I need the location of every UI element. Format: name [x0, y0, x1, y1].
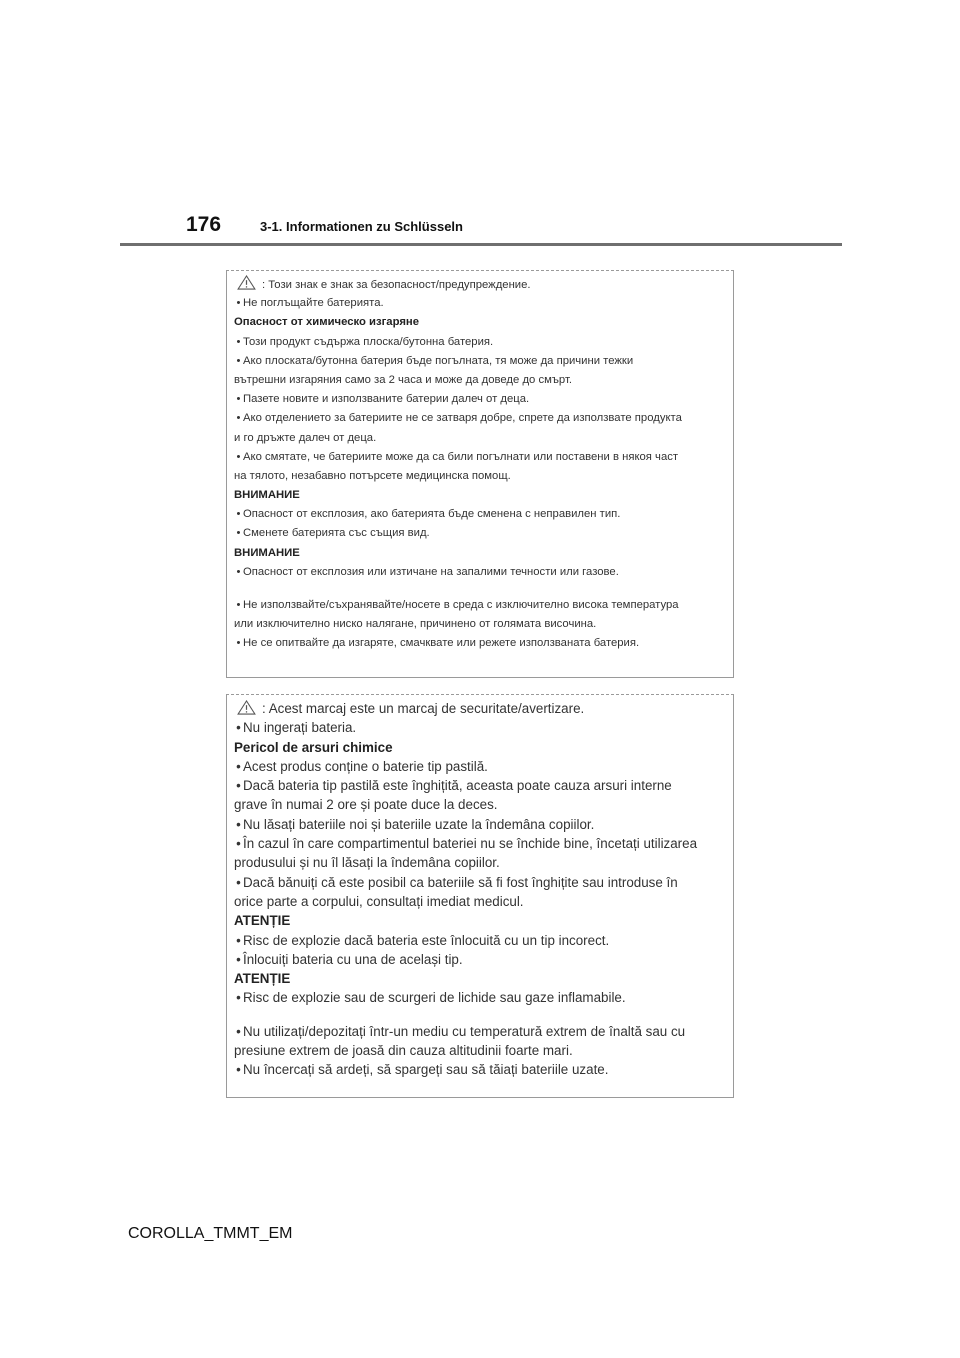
bullet-icon: • — [236, 354, 241, 367]
bullet-icon: • — [236, 527, 241, 540]
warning-line — [234, 892, 733, 911]
bullet-icon: • — [236, 874, 241, 890]
warning-line — [234, 776, 733, 795]
warning-line-text: Risc de explozie sau de scurgeri de lichide sau gaze inflamabile. — [243, 990, 626, 1006]
warning-line — [234, 1060, 733, 1079]
warning-line — [234, 467, 733, 486]
bullet-icon: • — [236, 990, 241, 1006]
warning-line — [234, 853, 733, 872]
warning-line-text: Този продукт съдържа плоска/бутонна батерия. — [243, 335, 494, 348]
warning-line — [234, 634, 733, 653]
warning-line — [234, 795, 733, 814]
warning-line — [234, 615, 733, 634]
warning-line-text: produsului și nu îl lăsați la îndemâna copiilor. — [234, 855, 500, 871]
bullet-icon: • — [236, 951, 241, 967]
warning-line-text: и го дръжте далеч от деца. — [234, 431, 377, 444]
warning-line-text: Nu lăsați bateriile noi și bateriile uzate la îndemâna copiilor. — [243, 816, 595, 832]
warning-line-text: Опасност от експлозия, ако батерията бъде сменена с неправилен тип. — [243, 508, 621, 521]
warning-line-text: или изключително ниско налягане, причинено от голямата височина. — [234, 618, 597, 631]
warning-line-text: ATENȚIE — [234, 913, 291, 929]
warning-line — [234, 596, 733, 615]
warning-line — [234, 563, 733, 582]
bullet-icon: • — [236, 450, 241, 463]
warning-line — [234, 834, 733, 853]
symbol-note-text: : Acest marcaj este un marcaj de securitate/avertizare. — [262, 701, 585, 716]
warning-line-text: вътрешни изгаряния само за 2 часа и може да доведе до смърт. — [234, 373, 573, 386]
bullet-icon: • — [236, 637, 241, 650]
warning-line-text: Не използвайте/съхранявайте/носете в среда с изключително висока температура — [243, 599, 679, 611]
warning-line — [234, 371, 733, 390]
bullet-icon: • — [236, 1023, 241, 1039]
warning-heading — [234, 911, 733, 930]
warning-box-romanian — [226, 694, 734, 1098]
warning-line — [234, 505, 733, 524]
warning-heading — [234, 486, 733, 505]
bullet-icon: • — [236, 1062, 241, 1078]
warning-line — [234, 1041, 733, 1060]
warning-line-text: ВНИМАНИЕ — [234, 546, 300, 559]
bullet-icon: • — [236, 508, 241, 521]
warning-box-bulgarian — [226, 270, 734, 678]
warning-line-text: Ако отделението за батериите не се затваря добре, спрете да използвате продукта — [243, 412, 682, 425]
warning-heading — [234, 738, 733, 757]
warning-line-text: Ако плоската/бутонна батерия бъде погълната, тя може да причини тежки — [243, 354, 634, 367]
page-number: 176 — [186, 213, 222, 236]
warning-line — [234, 950, 733, 969]
symbol-note — [234, 699, 733, 718]
bullet-icon: • — [236, 836, 241, 852]
warning-line — [234, 1022, 733, 1041]
warning-triangle-icon — [237, 700, 256, 715]
warning-line — [234, 448, 733, 467]
warning-line-text: Acest produs conține o baterie tip pastilă. — [243, 758, 488, 774]
warning-lines — [234, 718, 733, 1079]
warning-heading — [234, 969, 733, 988]
warning-line — [234, 815, 733, 834]
warning-line-text: Опасност от експлозия или изтичане на запалими течности или газове. — [243, 565, 619, 578]
warning-heading — [234, 313, 733, 332]
warning-line-text: Сменете батерията със същия вид. — [243, 527, 430, 540]
symbol-note — [234, 275, 733, 294]
bullet-icon: • — [236, 778, 241, 794]
warning-line-text: Risc de explozie dacă bateria este înlocuită cu un tip incorect. — [243, 932, 610, 948]
warning-line — [234, 718, 733, 737]
warning-line-text: Опасност от химическо изгаряне — [234, 316, 420, 329]
bullet-icon: • — [236, 335, 241, 348]
bullet-icon: • — [236, 758, 241, 774]
bullet-icon: • — [236, 932, 241, 948]
warning-heading — [234, 544, 733, 563]
warning-triangle-icon — [237, 275, 256, 290]
bullet-icon: • — [236, 297, 241, 310]
bullet-icon: • — [236, 816, 241, 832]
warning-line — [234, 873, 733, 892]
warning-line — [234, 757, 733, 776]
warning-line — [234, 409, 733, 428]
section-title: 3-1. Informationen zu Schlüsseln — [260, 219, 463, 234]
warning-line — [234, 352, 733, 371]
warning-line-text: Не поглъщайте батерията. — [243, 297, 384, 310]
bullet-icon: • — [236, 565, 241, 578]
warning-line-text: Nu ingerați bateria. — [243, 720, 357, 736]
warning-line-text: Înlocuiți bateria cu una de același tip. — [243, 951, 463, 967]
bullet-icon: • — [236, 393, 241, 406]
warning-line-text: Dacă bateria tip pastilă este înghițită, aceasta poate cauza arsuri interne — [243, 778, 672, 794]
warning-line-text: ВНИМАНИЕ — [234, 489, 300, 502]
warning-line-text: Пазете новите и използваните батерии далеч от деца. — [243, 393, 530, 406]
bullet-icon: • — [236, 412, 241, 425]
warning-line-text: grave în numai 2 ore și poate duce la deces. — [234, 797, 498, 813]
warning-line-text: Nu încercați să ardeți, să spargeți sau să tăiați bateriile uzate. — [243, 1062, 609, 1078]
warning-line-text: Pericol de arsuri chimice — [234, 739, 393, 755]
warning-lines — [234, 294, 733, 653]
header-rule — [120, 243, 842, 246]
warning-line-text: Ако смятате, че батериите може да са били погълнати или поставени в някоя част — [243, 450, 679, 463]
warning-line-text: Не се опитвайте да изгаряте, смачквате или режете използваната батерия. — [243, 637, 640, 650]
warning-line-text: orice parte a corpului, consultați imediat medicul. — [234, 893, 524, 909]
warning-line-text: ATENȚIE — [234, 971, 291, 987]
bullet-icon: • — [236, 720, 241, 736]
warning-line-text: Dacă bănuiți că este posibil ca bateriile să fi fost înghițite sau introduse în — [243, 874, 678, 890]
warning-line — [234, 333, 733, 352]
warning-line-text: Nu utilizați/depozitați într-un mediu cu temperatură extrem de înaltă sau cu — [243, 1023, 686, 1039]
warning-line — [234, 390, 733, 409]
warning-line-text: În cazul în care compartimentul bateriei nu se închide bine, încetați utilizarea — [243, 836, 698, 852]
warning-line — [234, 429, 733, 448]
document-code: COROLLA_TMMT_EM — [128, 1225, 293, 1242]
warning-line — [234, 931, 733, 950]
symbol-note-text: : Този знак е знак за безопасност/предупреждение. — [262, 279, 531, 291]
warning-line-text: на тялото, незабавно потърсете медицинска помощ. — [234, 469, 511, 482]
warning-line — [234, 988, 733, 1007]
bullet-icon: • — [236, 599, 241, 611]
warning-line-text: presiune extrem de joasă din cauza altitudinii foarte mari. — [234, 1043, 573, 1059]
warning-line — [234, 524, 733, 543]
warning-line — [234, 294, 733, 313]
